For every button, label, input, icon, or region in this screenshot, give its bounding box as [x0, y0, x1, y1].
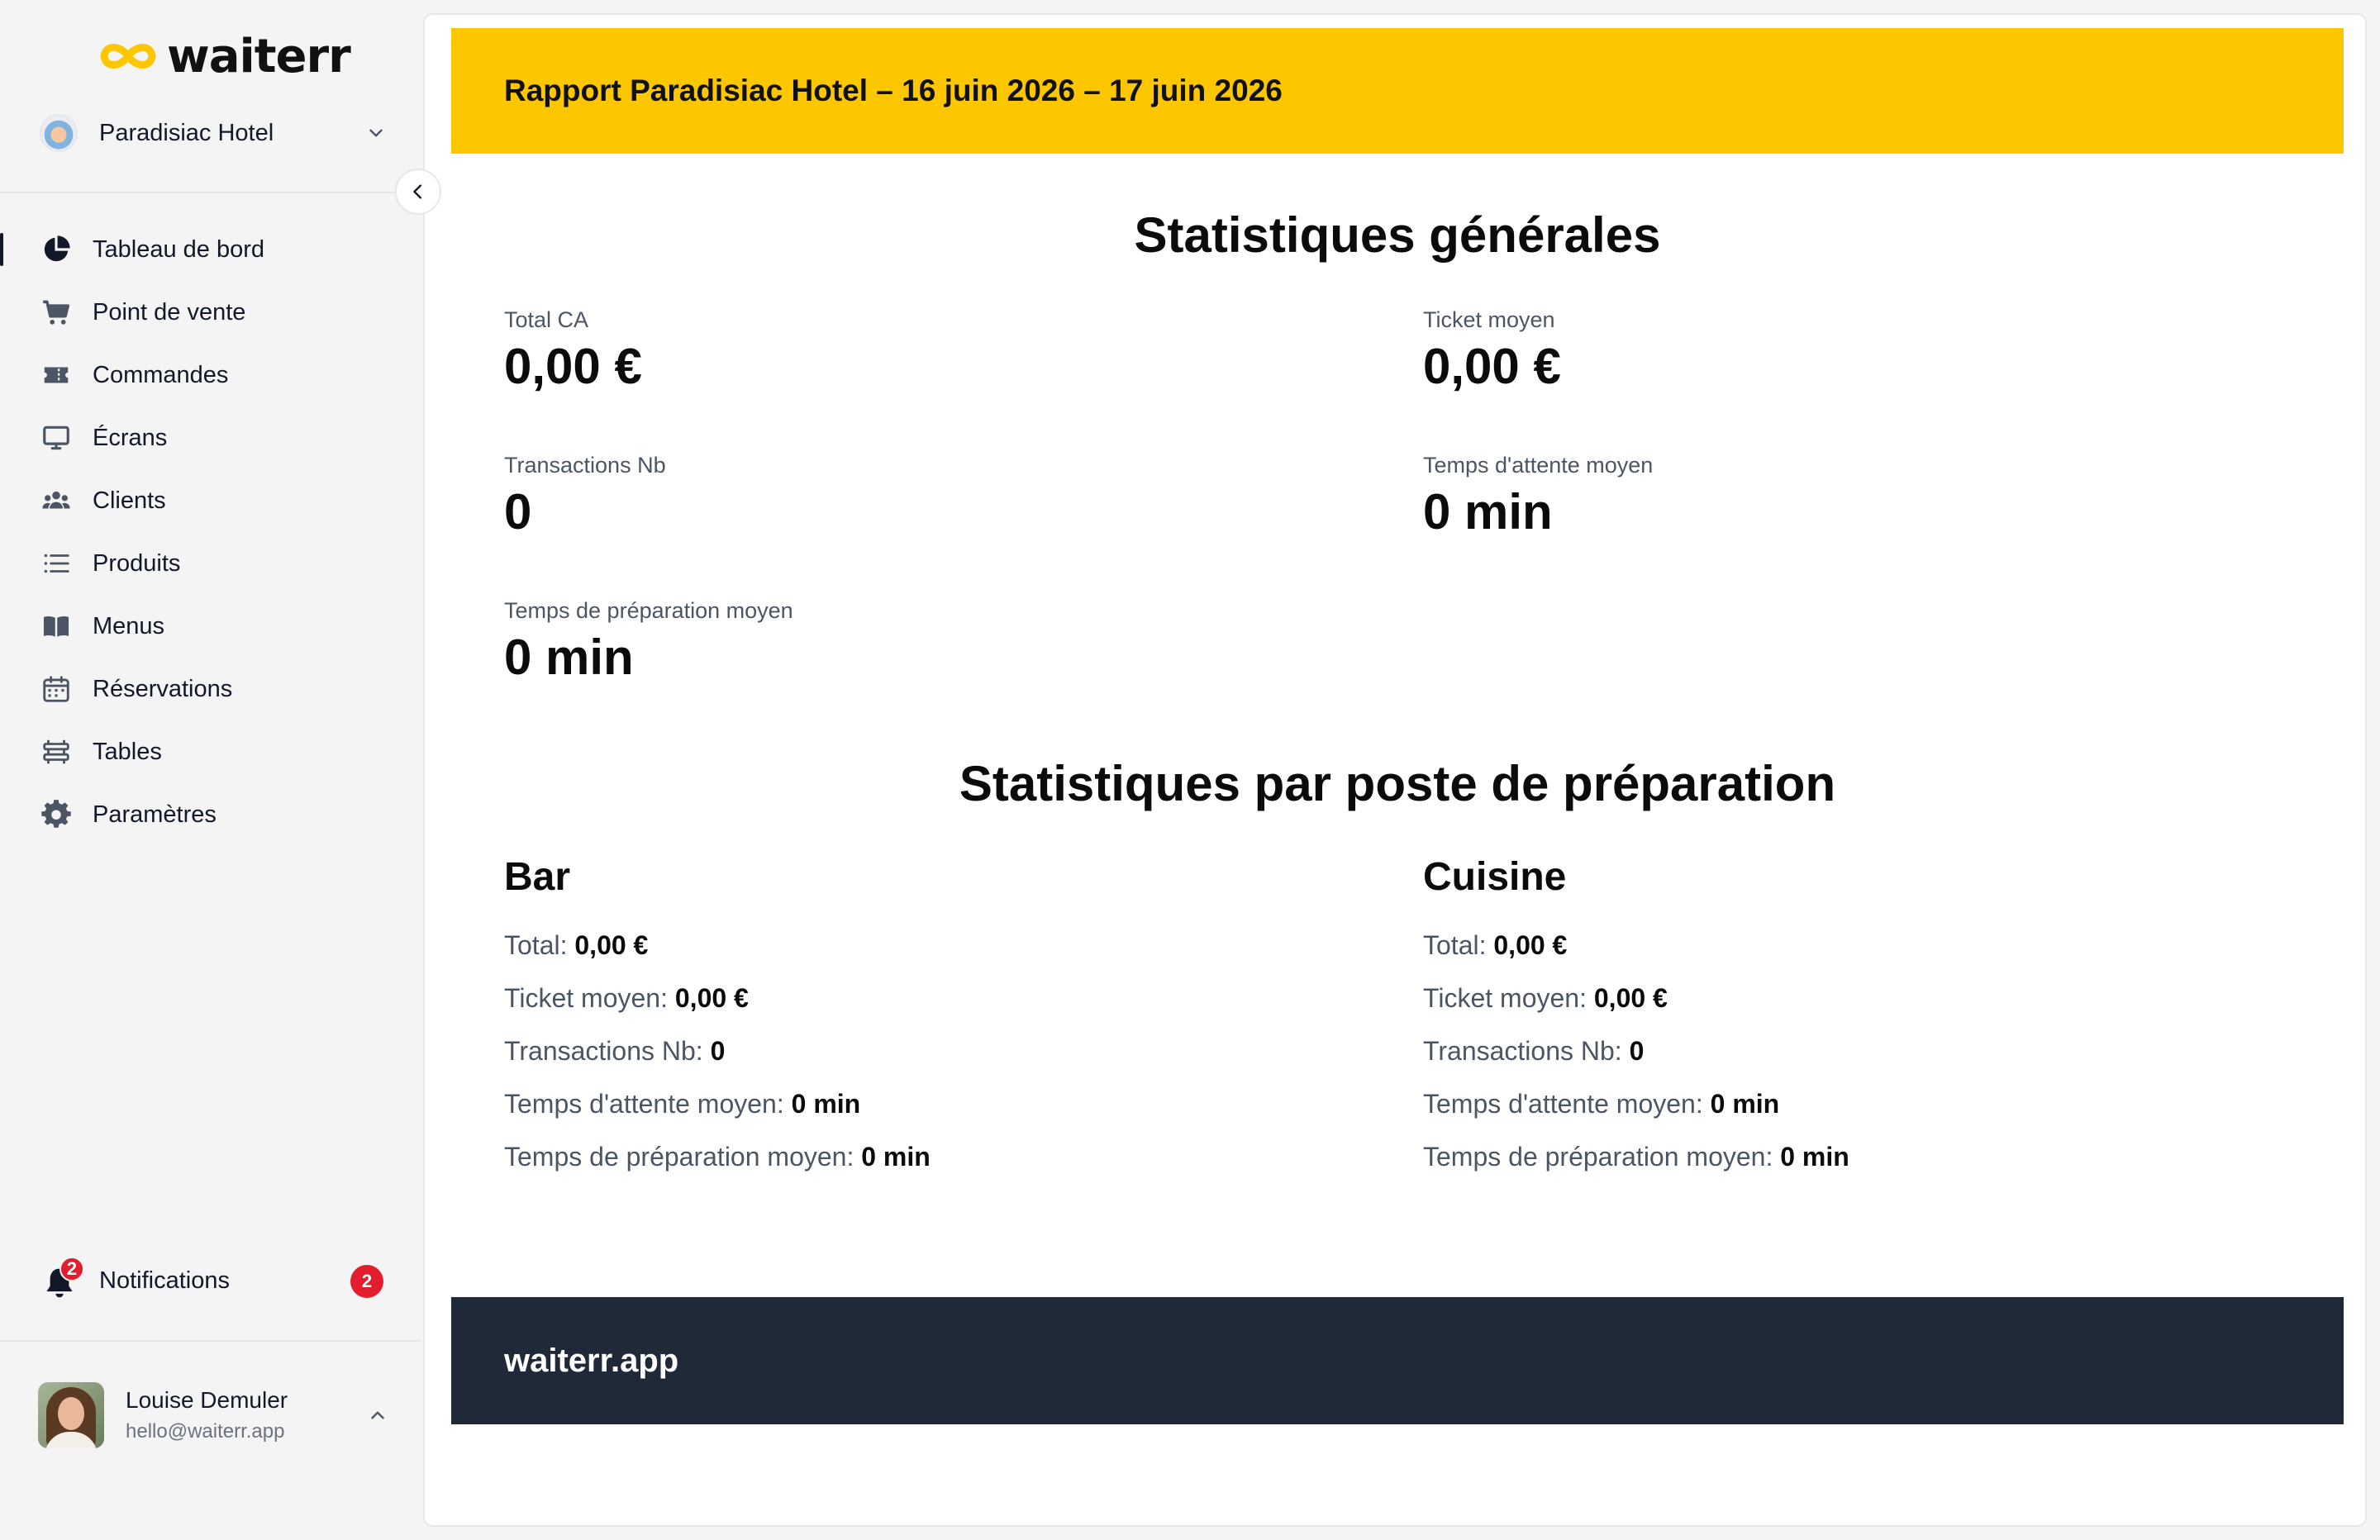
stat-ticket-moyen: [1423, 307, 2249, 394]
sidebar-item-point-de-vente[interactable]: [0, 281, 421, 344]
bell-badge: 2: [60, 1257, 84, 1281]
footer-brand-link[interactable]: waiterr.app: [504, 1342, 679, 1379]
sidebar-item-label: Commandes: [93, 361, 229, 388]
table-icon: [40, 735, 73, 768]
user-info: [126, 1387, 288, 1443]
chevron-left-icon: [409, 183, 427, 201]
stat-value: 0,00 €: [1423, 339, 1561, 394]
bell-wrapper: [40, 1258, 78, 1300]
sidebar-divider: [0, 192, 421, 193]
stat-transactions: [504, 453, 1330, 539]
stat-label: Temps de préparation moyen: [504, 598, 793, 623]
sidebar-item-label: Clients: [93, 487, 166, 514]
stat-label: Transactions Nb: [504, 453, 666, 478]
station-line: Transactions Nb: 0: [504, 1036, 726, 1066]
infinity-logo-icon: [98, 36, 159, 77]
sidebar-item-label: Réservations: [93, 675, 233, 702]
report-header: [451, 28, 2344, 154]
station-line: Total: 0,00 €: [504, 930, 649, 960]
report-panel: [423, 13, 2367, 1527]
station-line: Temps de préparation moyen: 0 min: [504, 1142, 931, 1172]
sidebar-item-label: Paramètres: [93, 801, 217, 828]
sidebar-item-tables[interactable]: [0, 720, 421, 783]
station-title-cuisine: Cuisine: [1423, 855, 1567, 899]
user-menu[interactable]: [38, 1380, 388, 1451]
stat-value: 0: [504, 484, 532, 539]
notifications-label: Notifications: [99, 1267, 230, 1294]
user-name: Louise Demuler: [126, 1387, 288, 1413]
gear-icon: [40, 798, 73, 831]
list-icon: [40, 547, 73, 580]
stat-value: 0 min: [504, 630, 634, 685]
sidebar-item-reservations[interactable]: [0, 658, 421, 720]
ticket-icon: [40, 359, 73, 392]
waiterr-logo[interactable]: [98, 30, 350, 83]
sidebar-item-label: Produits: [93, 549, 181, 577]
book-icon: [40, 610, 73, 643]
collapse-sidebar-button[interactable]: [395, 169, 441, 215]
general-stats-title: Statistiques générales: [1134, 207, 1661, 263]
monitor-icon: [40, 421, 73, 454]
sidebar-item-tableau-de-bord[interactable]: [0, 218, 421, 281]
stat-total-ca: [504, 307, 1330, 394]
calendar-icon: [40, 673, 73, 706]
hotel-name: Paradisiac Hotel: [99, 119, 274, 146]
station-line: Ticket moyen: 0,00 €: [1423, 983, 1668, 1013]
hotel-selector[interactable]: [40, 112, 387, 154]
sidebar-divider-bottom: [0, 1340, 421, 1342]
cart-icon: [40, 296, 73, 329]
users-icon: [40, 484, 73, 517]
sidebar-item-ecrans[interactable]: [0, 406, 421, 469]
station-title-bar: Bar: [504, 855, 571, 899]
station-line: Temps de préparation moyen: 0 min: [1423, 1142, 1849, 1172]
sidebar-item-label: Menus: [93, 612, 165, 639]
sidebar-item-menus[interactable]: [0, 595, 421, 658]
brand-name: waiterr: [167, 29, 350, 83]
avatar: [38, 1382, 104, 1448]
notifications-button[interactable]: [40, 1256, 387, 1305]
station-line: Ticket moyen: 0,00 €: [504, 983, 749, 1013]
report-title: Rapport Paradisiac Hotel – 16 juin 2026 – 17 juin 2026: [504, 74, 1283, 107]
chevron-down-icon: [365, 122, 387, 144]
chevron-up-icon: [367, 1405, 388, 1426]
sidebar-item-parametres[interactable]: [0, 783, 421, 846]
user-email: hello@waiterr.app: [126, 1420, 285, 1443]
sidebar-item-label: Tables: [93, 738, 162, 765]
sidebar-item-produits[interactable]: [0, 532, 421, 595]
stat-value: 0 min: [1423, 484, 1553, 539]
stat-value: 0,00 €: [504, 339, 642, 394]
sidebar-nav: [0, 218, 421, 846]
pie-chart-icon: [40, 233, 73, 266]
sidebar: [0, 0, 421, 1540]
stat-label: Total CA: [504, 307, 589, 332]
station-line: Total: 0,00 €: [1423, 930, 1568, 960]
stat-label: Temps d'attente moyen: [1423, 453, 1654, 478]
stations-stats-title: Statistiques par poste de préparation: [959, 756, 1836, 811]
sidebar-item-label: Tableau de bord: [93, 235, 264, 263]
station-line: Temps d'attente moyen: 0 min: [1423, 1089, 1780, 1119]
sidebar-item-label: Point de vente: [93, 298, 246, 326]
stat-temps-preparation: [504, 598, 1330, 685]
sidebar-item-clients[interactable]: [0, 469, 421, 532]
stat-label: Ticket moyen: [1423, 307, 1555, 332]
hotel-avatar: [40, 114, 78, 152]
report-footer: [451, 1297, 2344, 1424]
stat-temps-attente: [1423, 453, 2249, 539]
notifications-count-badge: 2: [350, 1265, 383, 1298]
sidebar-item-commandes[interactable]: [0, 344, 421, 406]
station-line: Transactions Nb: 0: [1423, 1036, 1645, 1066]
station-line: Temps d'attente moyen: 0 min: [504, 1089, 861, 1119]
sidebar-item-label: Écrans: [93, 424, 168, 451]
